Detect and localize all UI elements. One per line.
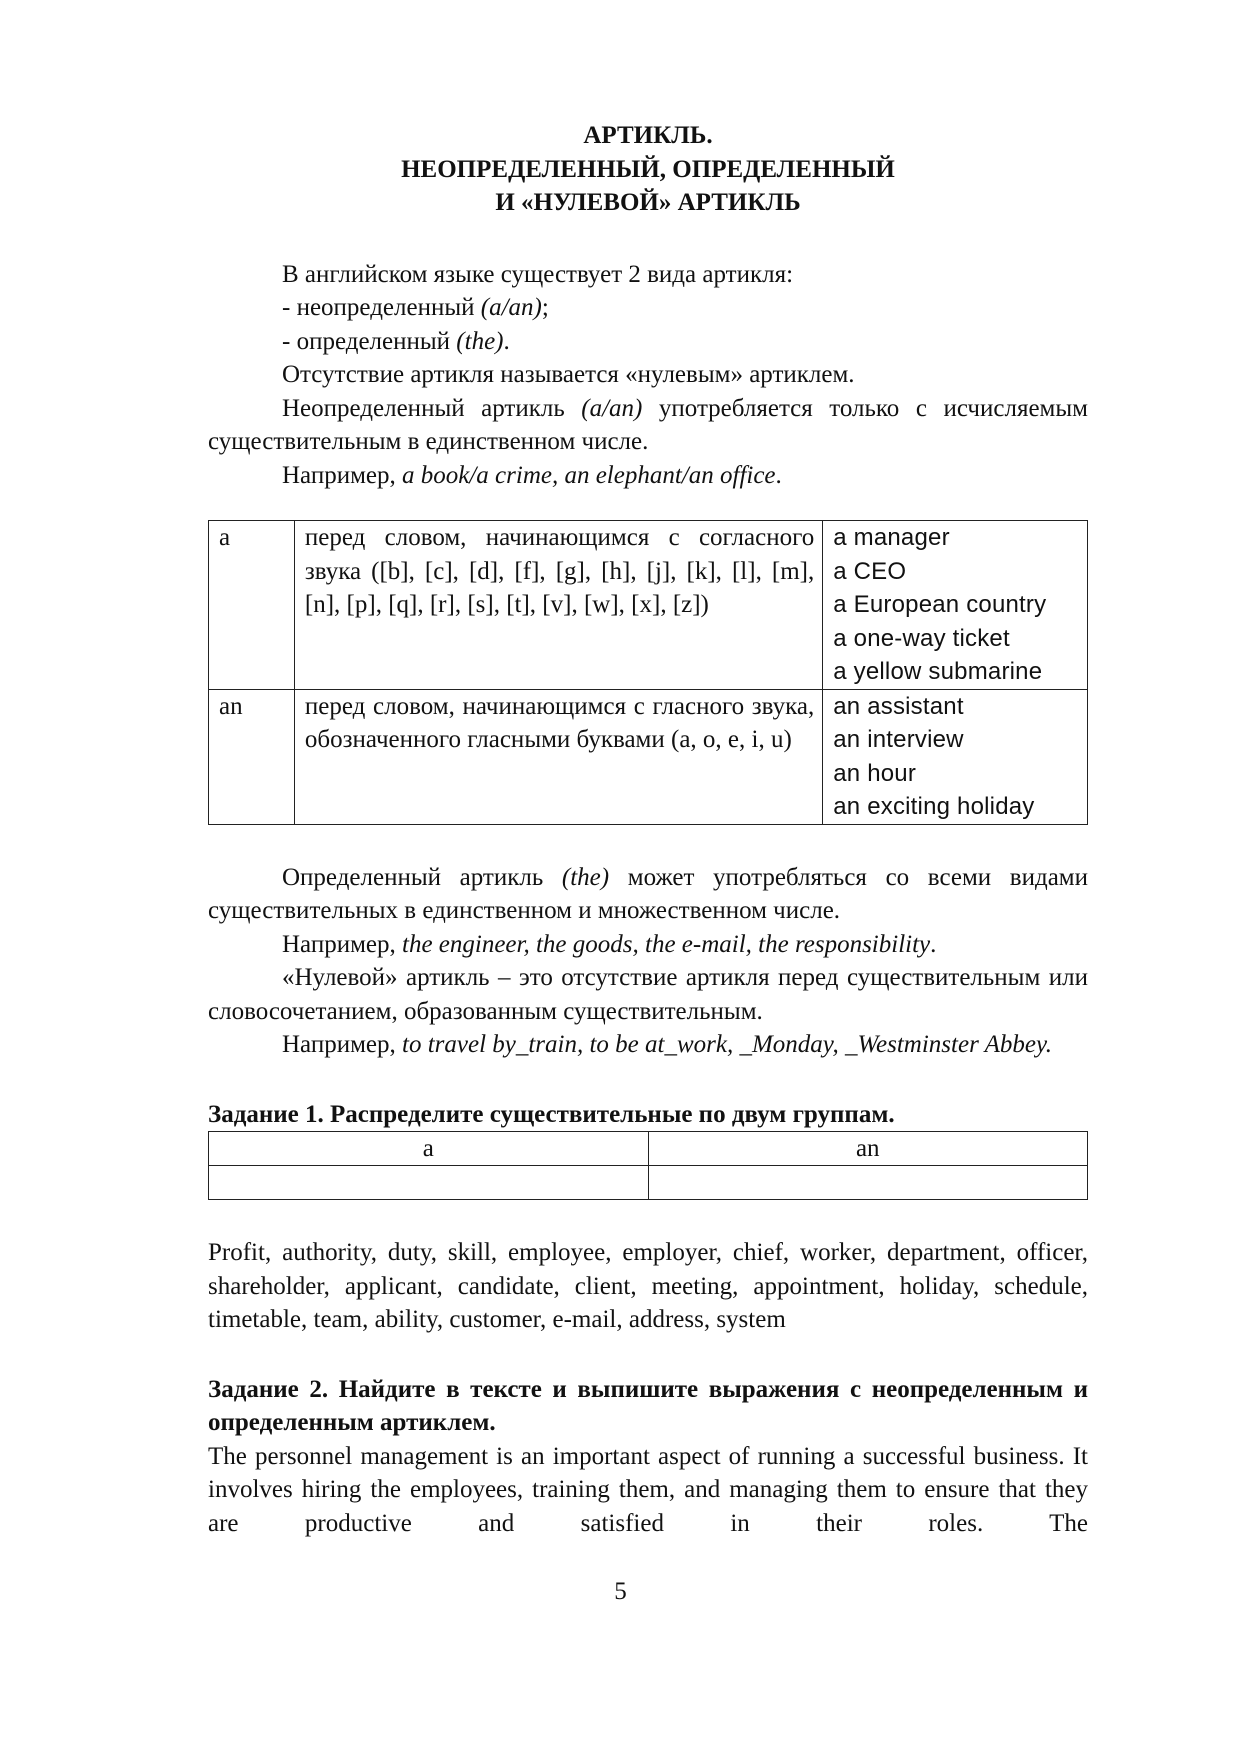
table-row xyxy=(209,1166,1088,1200)
page-number: 5 xyxy=(614,1578,627,1605)
rule-cell: перед словом, начинающимся с согласного звука ([b], [c], [d], [f], [g], [h], [j], [k], [l], [m], [n], [p], [q], [r], [s], [t], [v], [w], [x], [z]) xyxy=(294,521,822,690)
table-row xyxy=(209,521,1088,690)
column-header-a: a xyxy=(209,1132,649,1166)
title-line-3: И «НУЛЕВОЙ» АРТИКЛЬ xyxy=(495,189,801,216)
examples-cell xyxy=(823,521,1088,690)
task-1-heading: Задание 1. Распределите существительные по двум группам. xyxy=(208,1100,895,1128)
table-row xyxy=(209,689,1088,824)
example-item: a one-way ticket xyxy=(833,624,1010,652)
example-item: an exciting holiday xyxy=(833,793,1035,820)
intro-paragraph-1: В английском языке существует 2 вида артикля: xyxy=(282,260,794,288)
example-item: a yellow submarine xyxy=(833,658,1043,685)
intro-paragraph-4: Отсутствие артикля называется «нулевым» артиклем. xyxy=(282,361,855,388)
example-item: an assistant xyxy=(833,692,964,720)
intro-section xyxy=(208,258,1088,493)
title-line-1: АРТИКЛЬ. xyxy=(583,122,713,149)
column-header-an: an xyxy=(648,1132,1088,1166)
noun-list: Profit, authority, duty, skill, employee, employer, chief, worker, department, officer, shareholder, applicant, candidate, client, meeting, appointment, holiday, schedule, timetable, team, ability, customer, e-mail, address, system xyxy=(208,1239,1088,1333)
page-title xyxy=(208,119,1088,220)
task-2-heading: Задание 2. Найдите в тексте и выпишите выражения с неопределенным и определенным артиклем. xyxy=(208,1375,1088,1436)
task-1-table xyxy=(208,1131,1088,1200)
examples-cell xyxy=(823,689,1088,824)
title-line-2: НЕОПРЕДЕЛЕННЫЙ, ОПРЕДЕЛЕННЫЙ xyxy=(401,155,895,183)
intro-paragraph-5: Неопределенный артикль (a/an) употребляется только с исчисляемым существительным в единственном числе. xyxy=(208,394,1088,455)
intro-paragraph-2: - неопределенный (a/an); xyxy=(282,294,549,321)
definite-paragraph-4: Например, to travel by_train, to be at_work, _Monday, _Westminster Abbey. xyxy=(282,1031,1052,1058)
definite-section xyxy=(208,861,1088,1062)
rule-cell: перед словом, начинающимся с гласного звука, обозначенного гласными буквами (a, o, e, i, u) xyxy=(294,689,822,824)
example-item: a manager xyxy=(833,524,950,551)
task-2-text: The personnel management is an important aspect of running a successful business. It involves hiring the employees, training them, and managing them to ensure that they are productive and satisfied in their roles. The xyxy=(208,1442,1088,1537)
intro-paragraph-3: - определенный (the). xyxy=(282,327,510,355)
document-page xyxy=(208,0,1088,1540)
table-header-row xyxy=(209,1132,1088,1166)
intro-paragraph-6: Например, a book/a crime, an elephant/an office. xyxy=(282,461,782,489)
empty-cell-a xyxy=(209,1166,649,1200)
example-item: an hour xyxy=(833,759,917,787)
article-table xyxy=(208,520,1088,825)
example-item: a CEO xyxy=(833,557,907,585)
article-cell: an xyxy=(209,689,295,824)
example-item: a European country xyxy=(833,591,1047,618)
article-cell: a xyxy=(209,521,295,690)
empty-cell-an xyxy=(648,1166,1088,1200)
definite-paragraph-2: Например, the engineer, the goods, the e-mail, the responsibility. xyxy=(282,930,937,958)
definite-paragraph-1: Определенный артикль (the) может употребляться со всеми видами существительных в единственном и множественном числе. xyxy=(208,863,1088,924)
example-item: an interview xyxy=(833,726,964,753)
definite-paragraph-3: «Нулевой» артикль – это отсутствие артикля перед существительным или словосочетанием, образованным существительным. xyxy=(208,964,1088,1025)
